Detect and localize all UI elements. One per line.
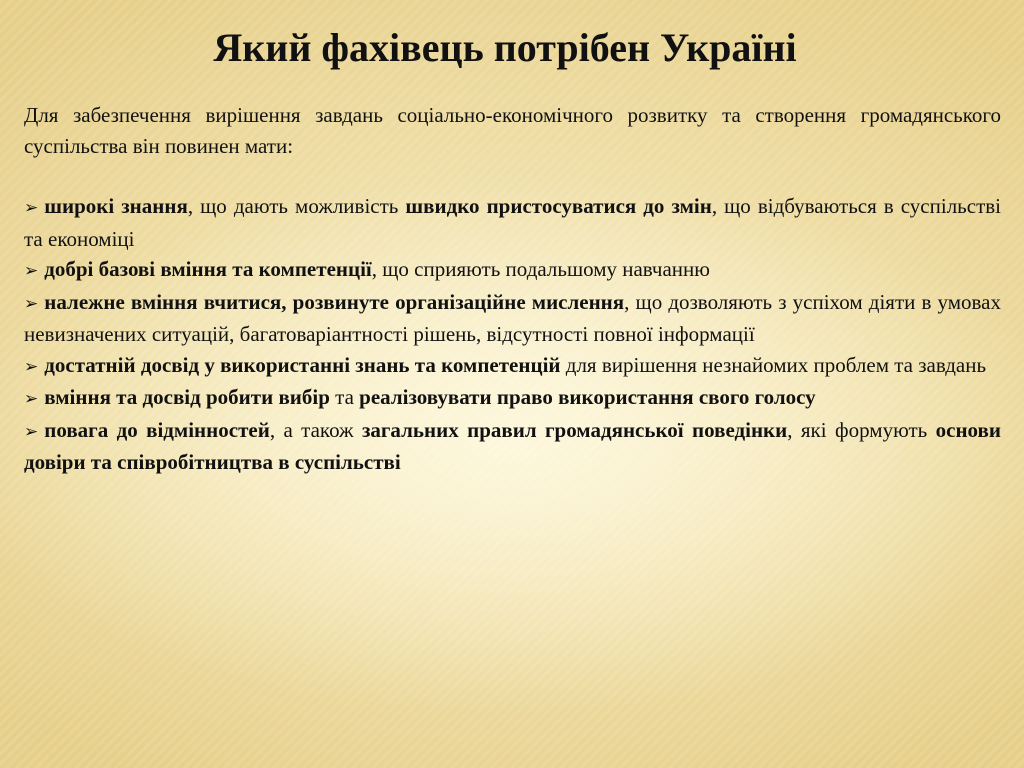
bullet-text: , а також (269, 417, 362, 442)
bullet-item (24, 415, 1001, 478)
bullet-item (24, 382, 1001, 415)
arrow-bullet-icon: ➢ (24, 261, 39, 281)
slide-content (24, 100, 1001, 478)
bullet-emphasis-text: основи довіри та співробітництва в суспільстві (24, 417, 1001, 474)
bullet-emphasis-text: широкі знання (44, 194, 188, 218)
bullet-item (24, 254, 1001, 287)
arrow-bullet-icon: ➢ (24, 356, 39, 377)
bullet-emphasis-text: загальних правил громадянської поведінки (361, 417, 788, 442)
bullet-emphasis-text: швидко пристосуватися до змін (405, 194, 712, 218)
arrow-bullet-icon: ➢ (24, 389, 39, 409)
bullet-text: та (329, 385, 360, 409)
bullet-emphasis-text: достатній досвід у використанні знань та компетенцій (44, 352, 561, 377)
bullet-text: , що сприяють подальшому навчанню (371, 257, 710, 281)
arrow-bullet-icon: ➢ (24, 421, 39, 442)
bullet-emphasis-text: повага до відмінностей (44, 417, 270, 442)
intro-paragraph: Для забезпечення вирішення завдань соціально-економічного розвитку та створення громадянського суспільства він повинен мати: (24, 103, 1001, 158)
bullet-item (24, 191, 1001, 254)
bullet-text: , що дозволяють з успіхом діяти в умовах невизначених ситуацій, багатоваріантності рішень, відсутності повної інформації (24, 289, 1001, 346)
bullet-emphasis-text: добрі базові вміння та компетенції (44, 257, 372, 281)
bullet-text: для вирішення незнайомих проблем та завдань (560, 352, 987, 377)
bullet-emphasis-text: вміння та досвід робити вибір (44, 385, 330, 409)
bullet-text: , що відбуваються в суспільстві та економіці (24, 194, 1002, 251)
slide-title: Який фахівець потрібен Україні (213, 25, 797, 70)
bullet-emphasis-text: належне вміння вчитися, розвинуте організаційне мислення (44, 289, 625, 314)
bullet-text: , що дають можливість (187, 194, 406, 218)
arrow-bullet-icon: ➢ (24, 198, 39, 218)
bullet-item (24, 350, 1001, 383)
bullet-item (24, 287, 1001, 350)
bullet-emphasis-text: реалізовувати право використання свого голосу (359, 385, 816, 409)
bullet-list (24, 191, 1001, 478)
bullet-text: , які формують (787, 417, 936, 442)
arrow-bullet-icon: ➢ (24, 293, 39, 314)
